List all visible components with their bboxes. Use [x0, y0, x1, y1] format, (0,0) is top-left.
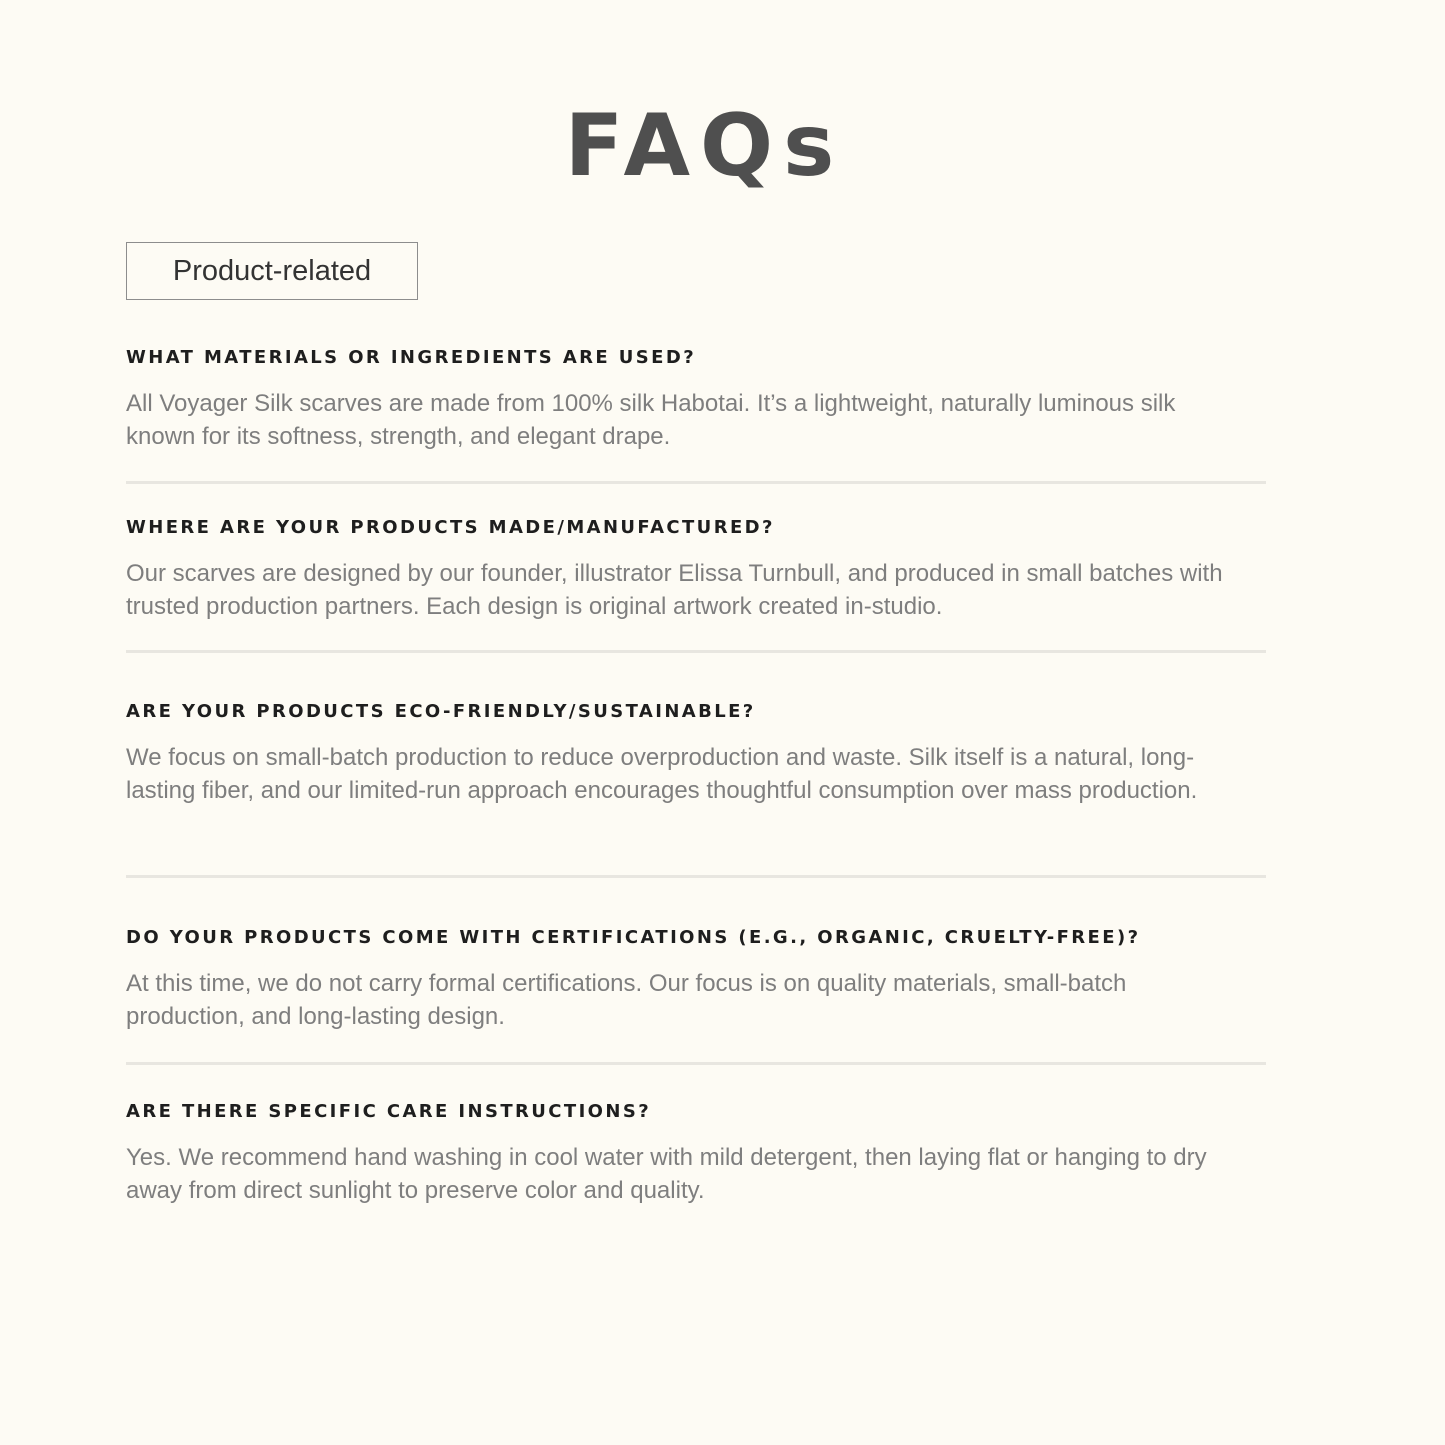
faq-question[interactable]: ARE YOUR PRODUCTS ECO-FRIENDLY/SUSTAINABLE?	[126, 701, 756, 722]
faq-divider	[126, 875, 1266, 878]
faq-question[interactable]: WHAT MATERIALS OR INGREDIENTS ARE USED?	[126, 347, 697, 368]
faq-divider	[126, 481, 1266, 484]
faq-answer: We focus on small-batch production to reduce overproduction and waste. Silk itself is a natural, long-lasting fiber, and our limited-run approach encourages thoughtful consumption over mass production.	[126, 744, 1198, 804]
faq-divider	[126, 1062, 1266, 1065]
faq-item-certifications	[126, 926, 1266, 1033]
faq-item-care	[126, 1100, 1266, 1207]
faq-item-materials	[126, 346, 1266, 453]
page-title: FAQs	[564, 96, 845, 196]
faq-question[interactable]: WHERE ARE YOUR PRODUCTS MADE/MANUFACTURED?	[126, 517, 775, 538]
tab-product-related[interactable]: Product-related	[126, 242, 418, 300]
faq-question[interactable]: ARE THERE SPECIFIC CARE INSTRUCTIONS?	[126, 1101, 652, 1122]
faq-answer: Yes. We recommend hand washing in cool water with mild detergent, then laying flat or hanging to dry away from direct sunlight to preserve color and quality.	[126, 1144, 1207, 1204]
faq-answer: At this time, we do not carry formal certifications. Our focus is on quality materials, small-batch production, and long-lasting design.	[126, 970, 1127, 1030]
faq-answer: Our scarves are designed by our founder, illustrator Elissa Turnbull, and produced in small batches with trusted production partners. Each design is original artwork created in-studio.	[126, 560, 1223, 620]
faq-item-sustainability	[126, 700, 1266, 807]
faq-item-manufacturing	[126, 516, 1266, 623]
faq-question[interactable]: DO YOUR PRODUCTS COME WITH CERTIFICATIONS (E.G., ORGANIC, CRUELTY-FREE)?	[126, 927, 1141, 948]
faq-answer: All Voyager Silk scarves are made from 100% silk Habotai. It’s a lightweight, naturally luminous silk known for its softness, strength, and elegant drape.	[126, 390, 1176, 450]
faq-divider	[126, 650, 1266, 653]
